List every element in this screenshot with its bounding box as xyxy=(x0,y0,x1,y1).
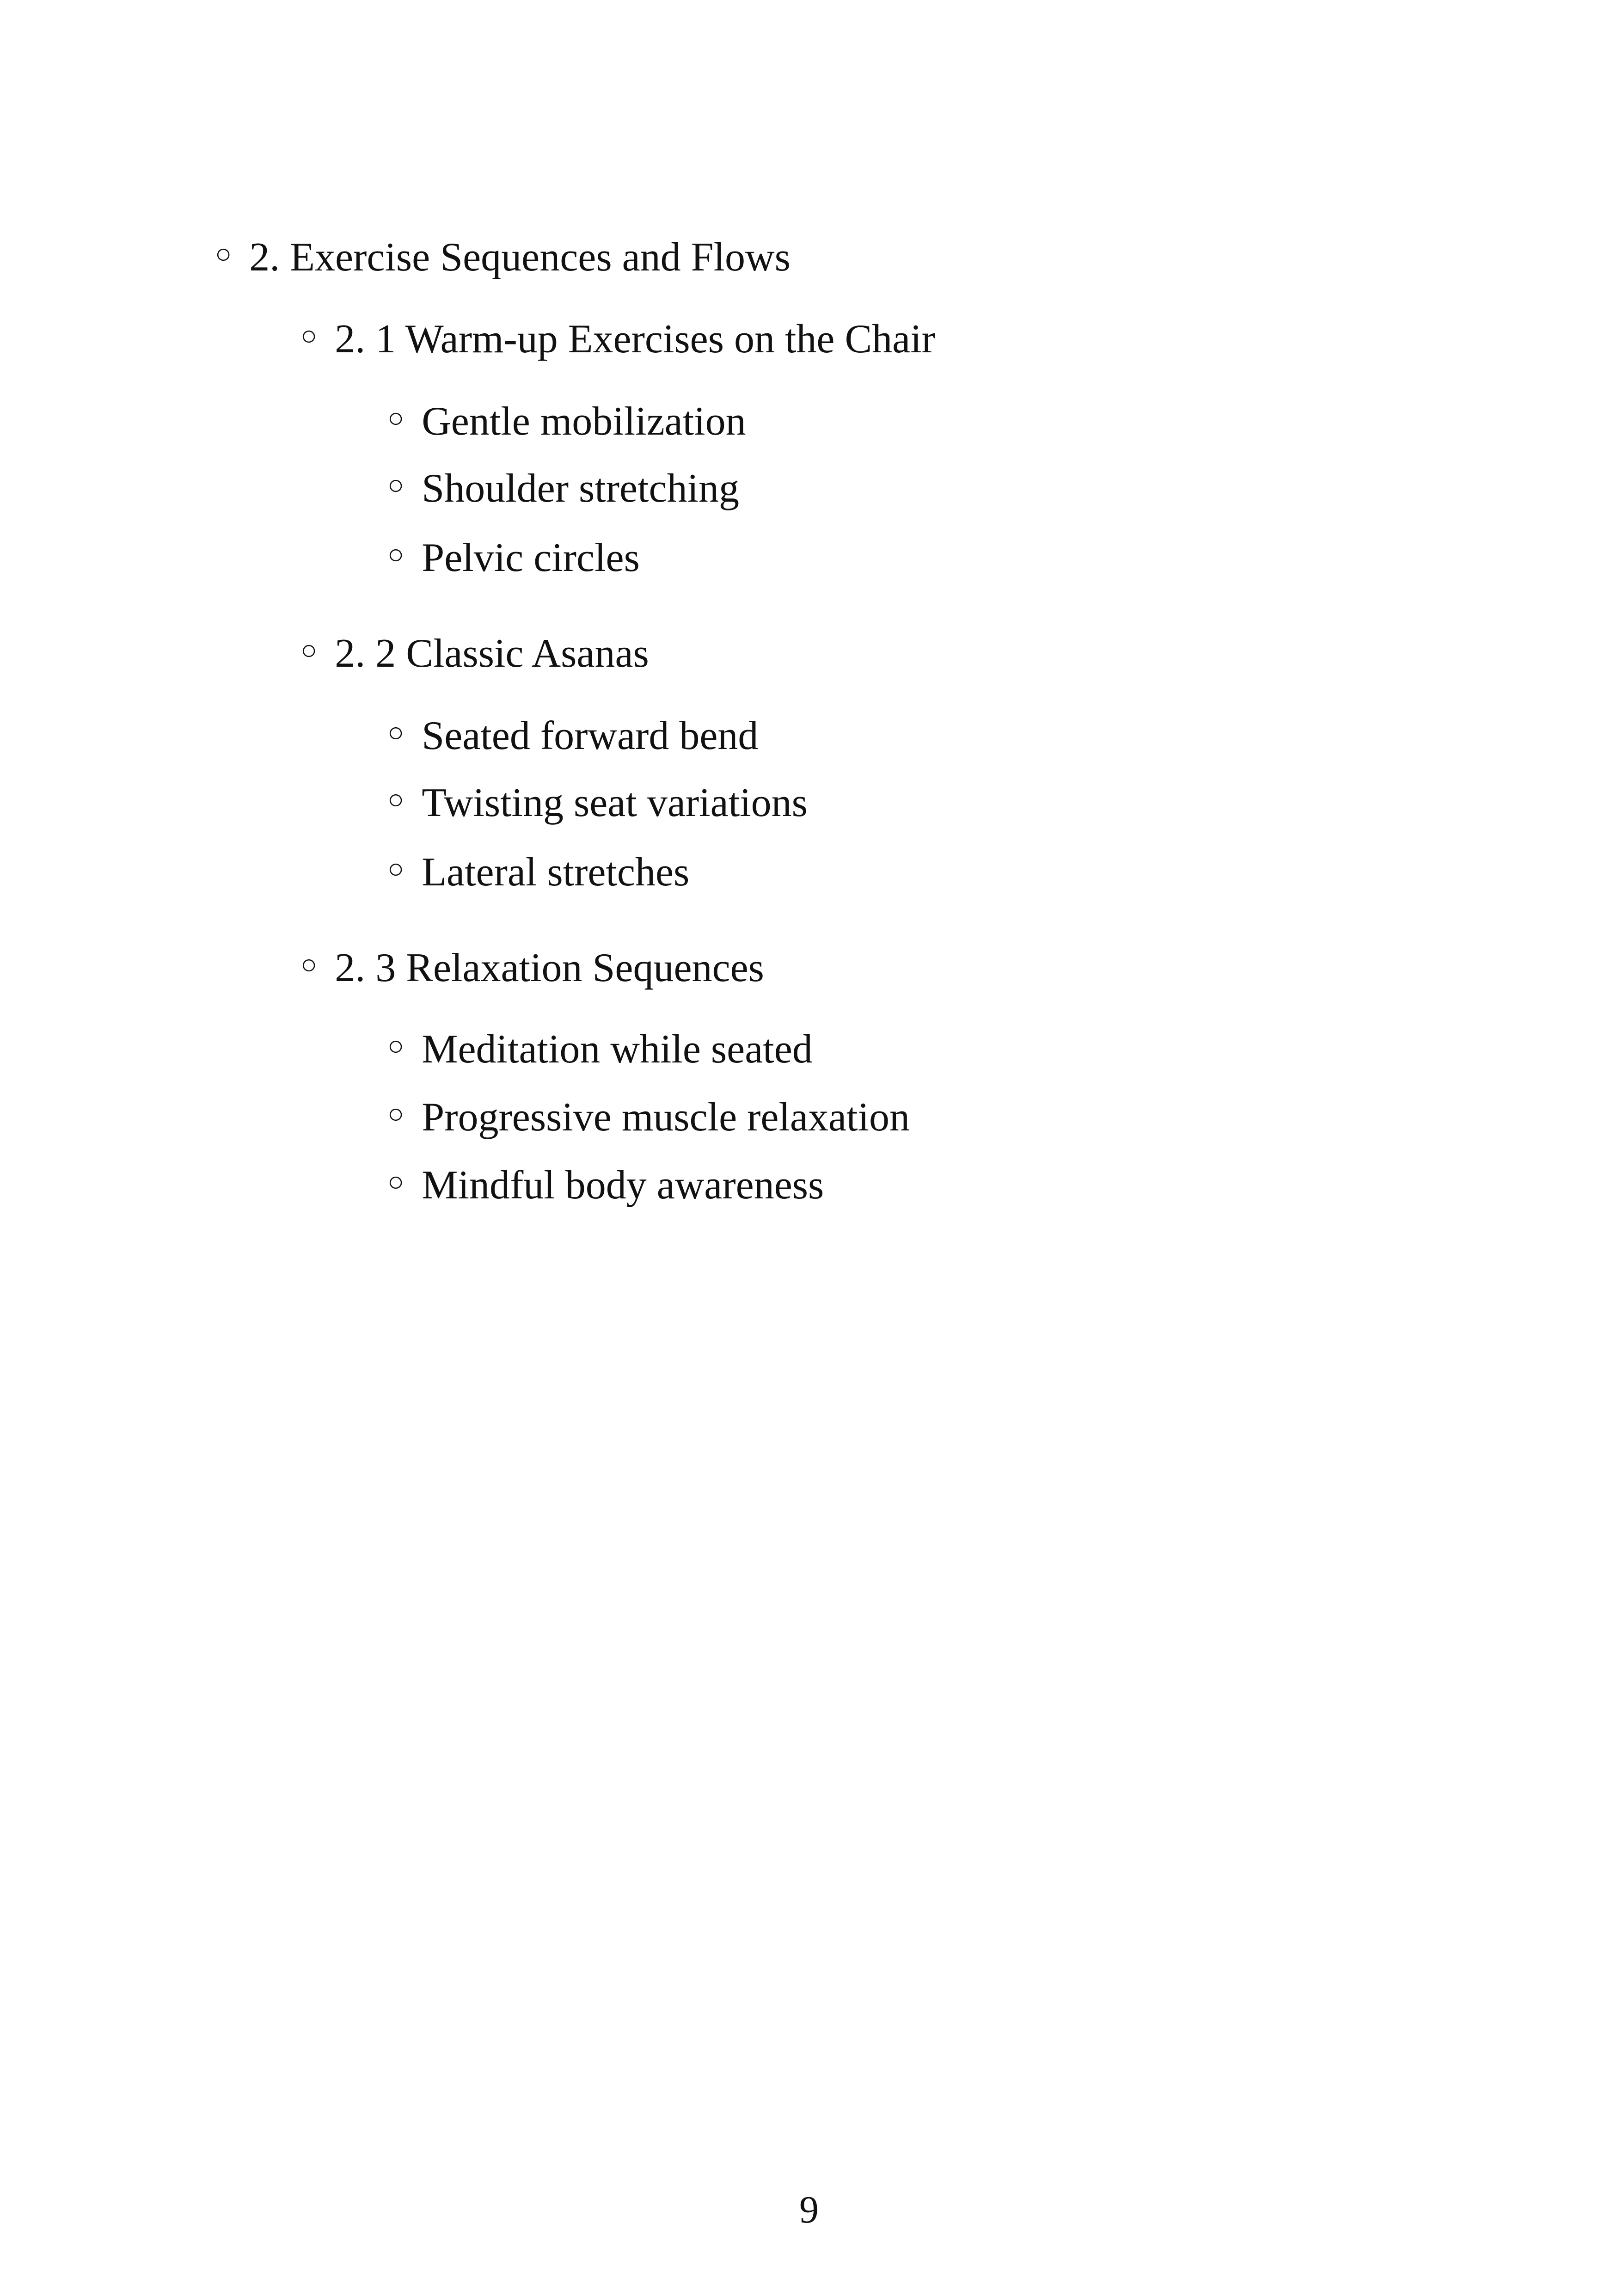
list-item-label: Lateral stretches xyxy=(422,849,690,895)
hollow-circle-bullet-icon: ○ xyxy=(300,320,318,351)
hollow-circle-bullet-icon: ○ xyxy=(387,784,404,815)
hollow-circle-bullet-icon: ○ xyxy=(387,402,404,433)
list-item-label: Seated forward bend xyxy=(422,713,759,758)
section-heading: 2. Exercise Sequences and Flows xyxy=(249,234,791,280)
list-item xyxy=(387,398,746,442)
hollow-circle-bullet-icon: ○ xyxy=(215,238,232,269)
list-item-label: Twisting seat variations xyxy=(422,780,808,825)
list-item xyxy=(387,712,758,756)
list-item xyxy=(387,534,640,578)
outline-section xyxy=(215,233,791,278)
hollow-circle-bullet-icon: ○ xyxy=(387,469,404,500)
subsection-heading: 2. 2 Classic Asanas xyxy=(335,631,649,676)
list-item xyxy=(387,779,808,823)
hollow-circle-bullet-icon: ○ xyxy=(387,1098,404,1129)
list-item xyxy=(387,848,689,893)
hollow-circle-bullet-icon: ○ xyxy=(387,853,404,884)
hollow-circle-bullet-icon: ○ xyxy=(300,949,318,980)
hollow-circle-bullet-icon: ○ xyxy=(387,1166,404,1197)
hollow-circle-bullet-icon: ○ xyxy=(300,634,318,665)
list-item-label: Progressive muscle relaxation xyxy=(422,1094,910,1140)
list-item-label: Mindful body awareness xyxy=(422,1162,824,1208)
list-item-label: Meditation while seated xyxy=(422,1026,813,1072)
subsection-heading: 2. 1 Warm-up Exercises on the Chair xyxy=(335,316,935,362)
list-item-label: Gentle mobilization xyxy=(422,399,746,444)
page-number: 9 xyxy=(799,2188,819,2231)
outline-subsection xyxy=(300,944,764,988)
outline-subsection xyxy=(300,630,649,674)
list-item xyxy=(387,1025,813,1070)
hollow-circle-bullet-icon: ○ xyxy=(387,717,404,748)
list-item-label: Shoulder stretching xyxy=(422,466,740,511)
list-item xyxy=(387,1093,910,1138)
outline-subsection xyxy=(300,315,935,360)
hollow-circle-bullet-icon: ○ xyxy=(387,539,404,570)
list-item xyxy=(387,465,739,509)
subsection-heading: 2. 3 Relaxation Sequences xyxy=(335,945,764,990)
hollow-circle-bullet-icon: ○ xyxy=(387,1030,404,1061)
list-item-label: Pelvic circles xyxy=(422,535,640,580)
list-item xyxy=(387,1161,824,1206)
